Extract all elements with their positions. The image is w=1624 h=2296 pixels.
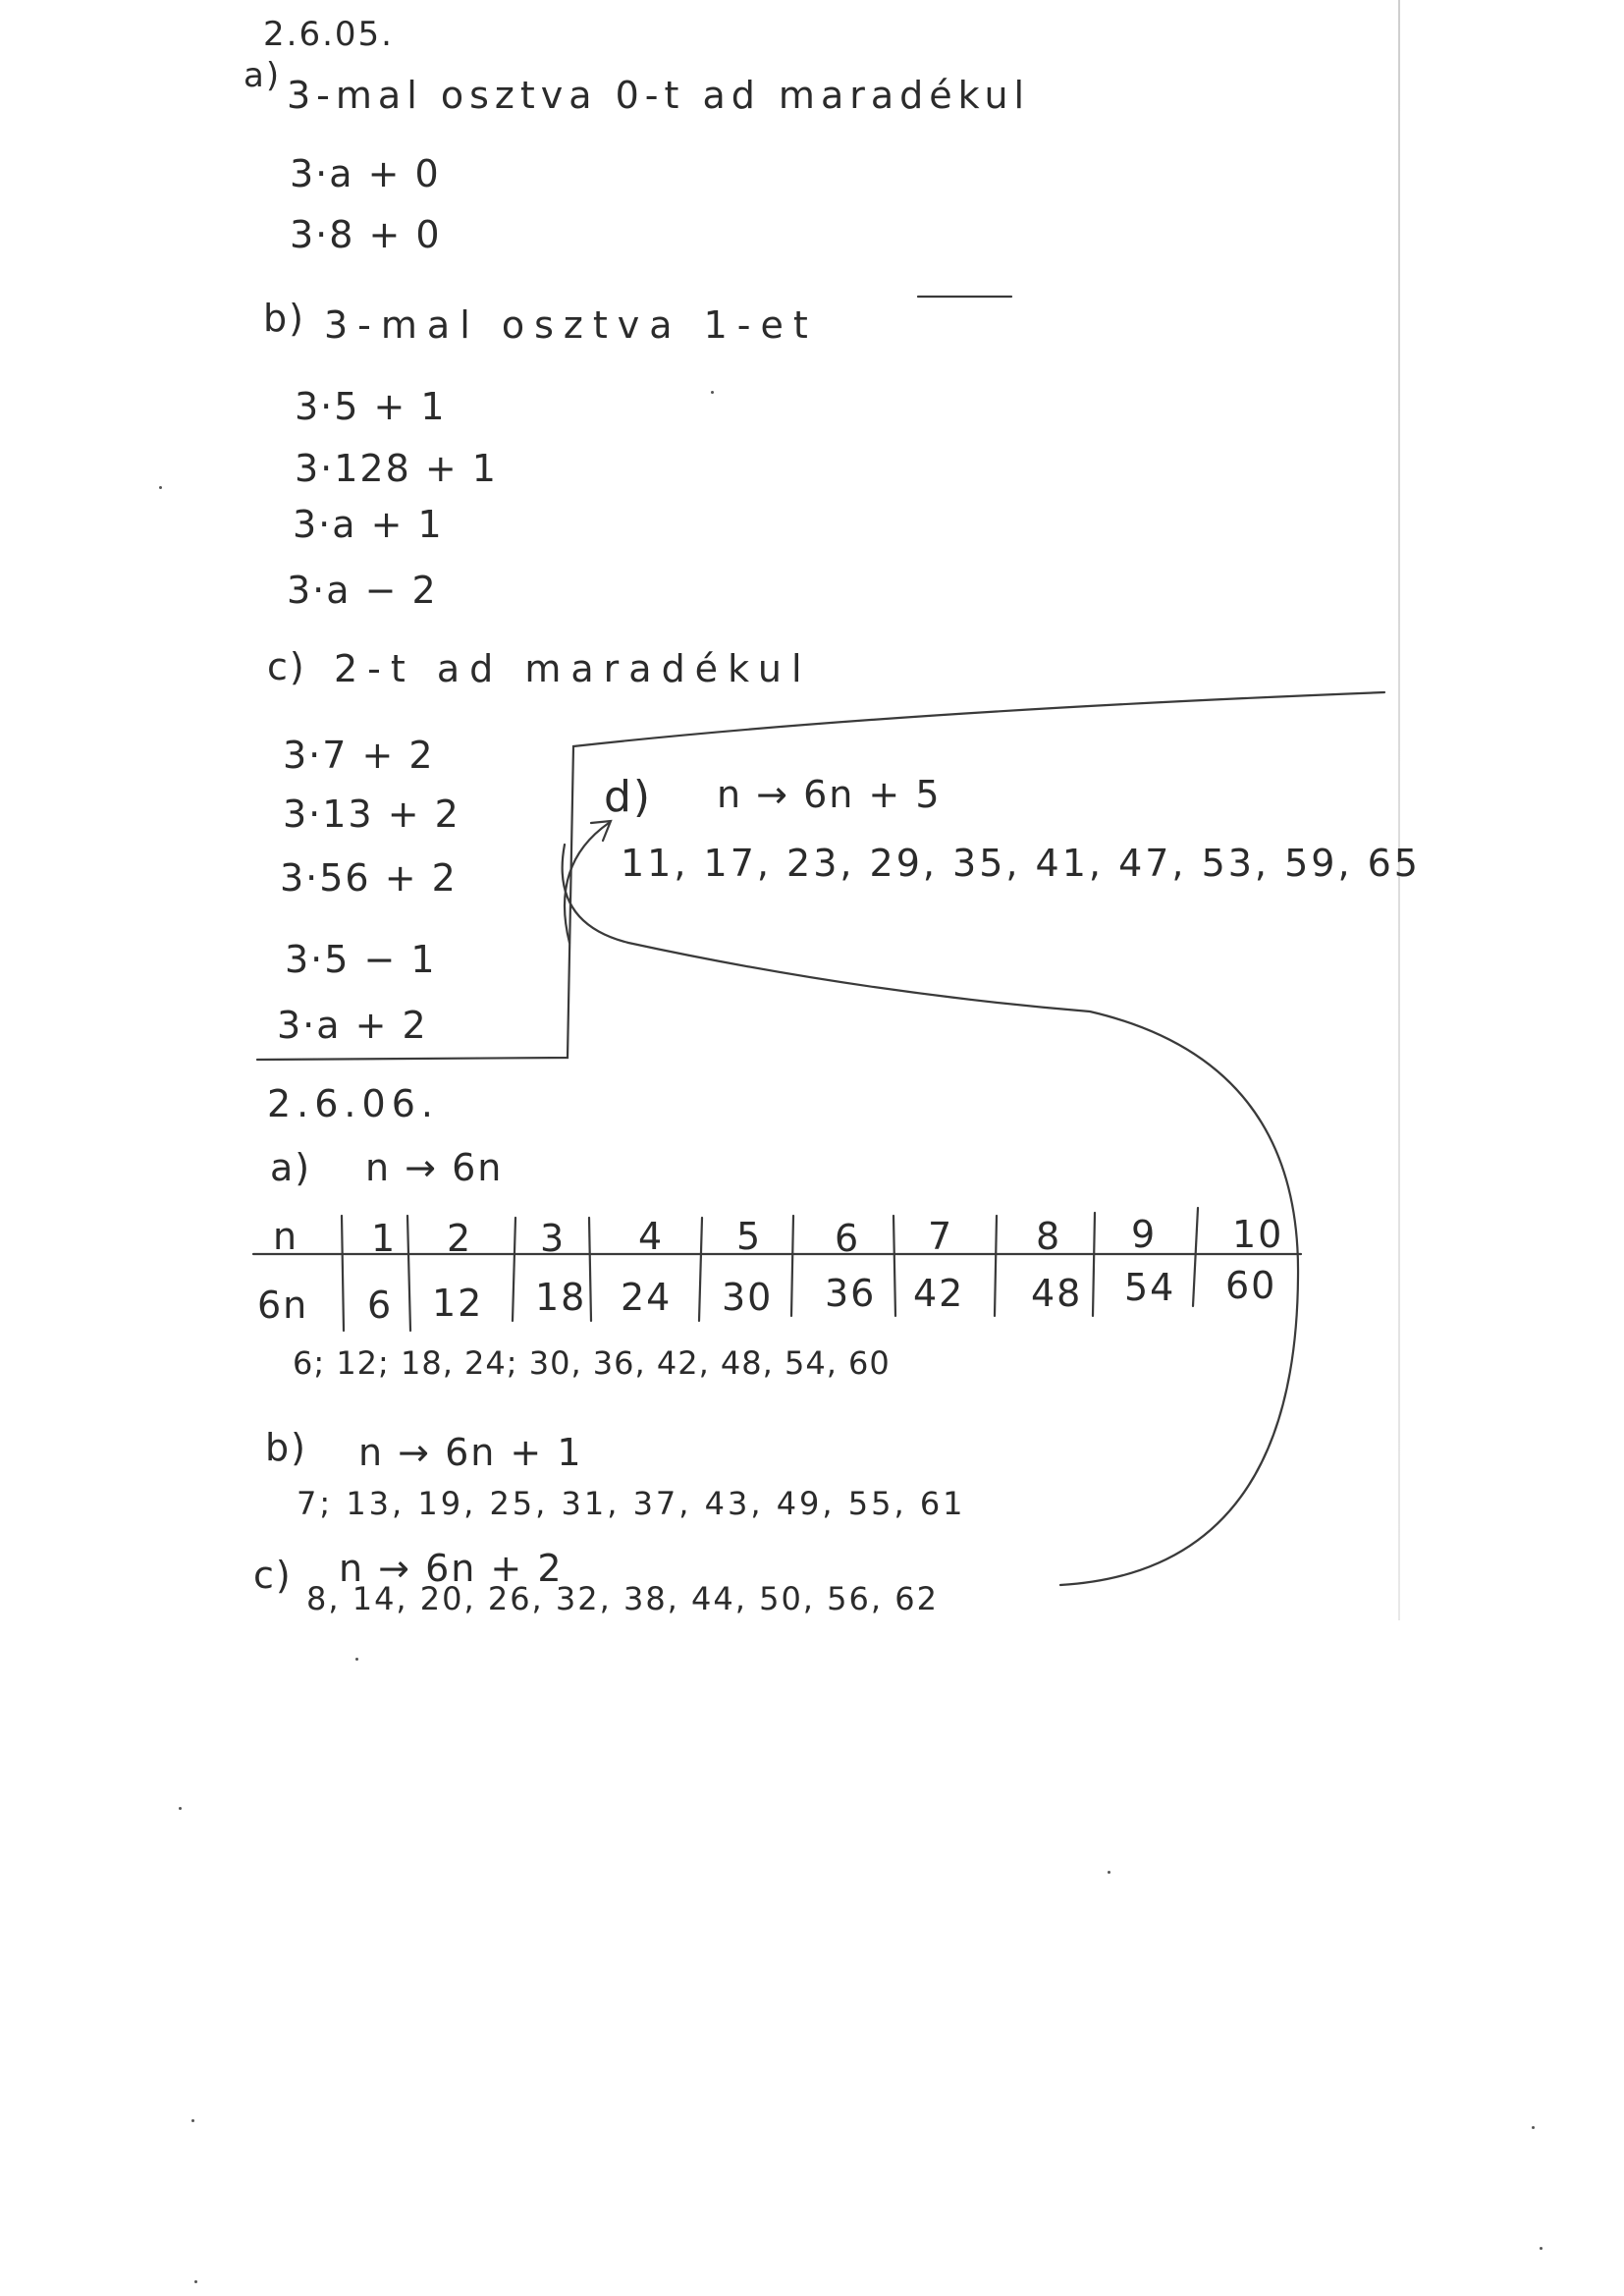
table-divider [342,1216,344,1331]
part-a-sequence: 6; 12; 18, 24; 30, 36, 42, 48, 54, 60 [293,1344,891,1382]
scan-speck [355,1658,358,1661]
table-cell-6n: 48 [1031,1272,1083,1315]
part-a-line: 3·8 + 0 [290,213,442,256]
table-cell-n: 10 [1232,1213,1284,1256]
part-c-line: 3·13 + 2 [283,793,460,836]
exercise-number: 2.6.05. [263,15,394,54]
part-c-sequence: 8, 14, 20, 26, 32, 38, 44, 50, 56, 62 [306,1580,939,1617]
table-cell-n: 4 [638,1215,665,1258]
part-c-label: c) [267,645,306,688]
table-cell-n: 3 [540,1217,567,1260]
part-c-rule: n → 6n + 2 [339,1547,564,1590]
table-cell-6n: 24 [621,1276,673,1319]
scan-speck [194,2280,197,2283]
scan-speck [1532,2126,1535,2129]
part-b-label: b) [265,1426,307,1469]
part-a-label: a) [244,56,282,95]
table-cell-n: 9 [1131,1213,1158,1256]
table-cell-n: 6 [835,1217,861,1260]
part-c-line: 3·56 + 2 [280,856,458,900]
table-row-label: n [273,1215,299,1258]
table-divider [589,1218,591,1321]
table-cell-n: 1 [371,1217,398,1260]
part-d-rule: n → 6n + 5 [717,773,942,816]
table-cell-n: 7 [928,1215,954,1258]
table-cell-6n: 12 [432,1282,484,1325]
table-cell-6n: 42 [913,1272,965,1315]
table-divider [699,1218,702,1321]
scan-speck [159,486,162,489]
table-row-label: 6n [257,1284,309,1327]
part-b-text: 3-mal osztva 1-et [324,303,818,347]
part-b-sequence: 7; 13, 19, 25, 31, 37, 43, 49, 55, 61 [297,1485,966,1522]
part-c-line: 3·7 + 2 [283,734,435,777]
table-cell-6n: 60 [1225,1264,1277,1307]
part-b-line: 3·a + 1 [293,503,444,546]
part-d-sequence: 11, 17, 23, 29, 35, 41, 47, 53, 59, 65 [621,842,1421,885]
table-cell-6n: 30 [722,1276,774,1319]
part-b-line: 3·5 + 1 [295,385,447,428]
part-b-rule: n → 6n + 1 [358,1431,583,1474]
table-divider [1193,1208,1198,1306]
table-cell-n: 8 [1036,1215,1062,1258]
table-cell-6n: 18 [535,1276,587,1319]
scan-speck [191,2119,194,2122]
exercise-number: 2.6.06. [267,1082,439,1125]
table-divider [791,1216,793,1316]
part-a-line: 3·a + 0 [290,152,441,195]
part-a-label: a) [270,1146,312,1189]
part-b-line: 3·128 + 1 [295,447,498,490]
scan-speck [179,1807,182,1810]
part-c-text: 2-t ad maradékul [334,647,812,690]
part-b-label: b) [263,297,305,340]
part-c-line: 3·a + 2 [277,1004,428,1047]
scan-speck [1108,1871,1110,1874]
part-a-text: 3-mal osztva 0-t ad maradékul [287,74,1031,117]
table-divider [1093,1213,1095,1316]
part-c-line: 3·5 − 1 [285,938,437,981]
part-b-line: 3·a − 2 [287,569,438,612]
table-cell-6n: 54 [1124,1266,1176,1309]
table-cell-n: 2 [447,1217,473,1260]
table-divider [407,1216,410,1331]
part-c-label: c) [253,1554,293,1597]
part-d-label: d) [604,772,653,822]
table-divider [995,1216,997,1316]
scan-speck [1540,2247,1543,2250]
table-cell-6n: 6 [367,1284,394,1327]
table-cell-6n: 36 [825,1272,877,1315]
table-divider [893,1216,895,1316]
part-a-rule: n → 6n [365,1146,504,1189]
table-divider [513,1218,515,1321]
scan-speck [711,391,714,394]
table-cell-n: 5 [736,1215,763,1258]
